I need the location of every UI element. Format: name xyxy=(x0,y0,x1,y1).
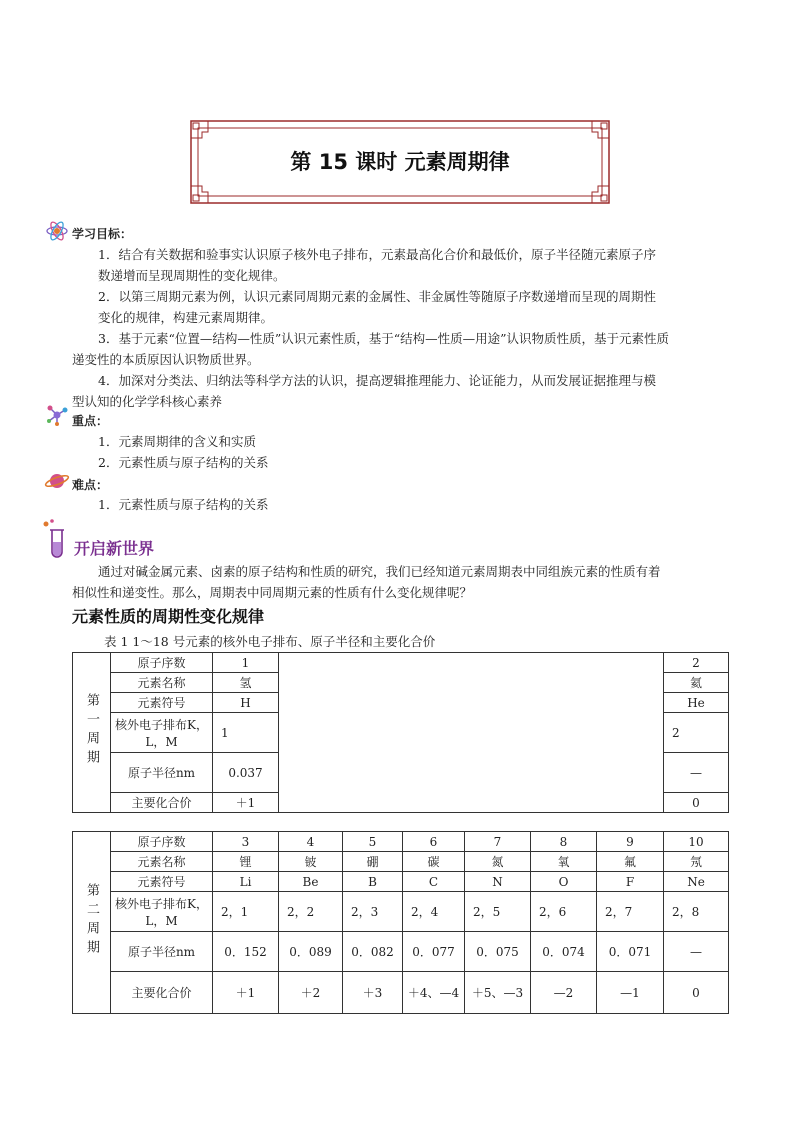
element-5-cell: 8 xyxy=(531,832,597,852)
element-5-cell: 2，6 xyxy=(531,892,597,932)
planet-icon xyxy=(44,470,70,492)
element-2-cell: ＋3 xyxy=(343,972,403,1014)
element-4-cell: 2，5 xyxy=(465,892,531,932)
p1-row-label: 原子序数 xyxy=(111,653,213,673)
element-6-cell: —1 xyxy=(597,972,664,1014)
he-cell: 氦 xyxy=(664,673,729,693)
element-1-cell: ＋2 xyxy=(279,972,343,1014)
p2-row-label: 原子半径nm xyxy=(111,932,213,972)
element-1-cell: 铍 xyxy=(279,852,343,872)
he-cell: — xyxy=(664,753,729,793)
page-title: 第 15 课时 元素周期律 xyxy=(290,150,510,174)
element-3-cell: 6 xyxy=(403,832,465,852)
element-0-cell: ＋1 xyxy=(213,972,279,1014)
element-7-cell: — xyxy=(664,932,729,972)
element-3-cell: C xyxy=(403,872,465,892)
new-world-line-2: 相似性和递变性。那么，周期表中同周期元素的性质有什么变化规律呢？ xyxy=(72,585,473,600)
element-4-cell: ＋5、—3 xyxy=(465,972,531,1014)
element-5-cell: —2 xyxy=(531,972,597,1014)
difficult-point-1: 1．元素性质与原子结构的关系 xyxy=(98,497,269,512)
element-2-cell: B xyxy=(343,872,403,892)
p1-row-label: 元素符号 xyxy=(111,693,213,713)
element-0-cell: 锂 xyxy=(213,852,279,872)
section-heading: 元素性质的周期性变化规律 xyxy=(72,607,265,626)
he-cell: 0 xyxy=(664,793,729,813)
element-7-cell: 10 xyxy=(664,832,729,852)
title-frame xyxy=(190,120,610,204)
element-4-cell: 7 xyxy=(465,832,531,852)
element-0-cell: 3 xyxy=(213,832,279,852)
period-1-label-cell xyxy=(73,653,111,813)
h-cell: 0.037 xyxy=(213,753,279,793)
p1-row-label: 原子半径nm xyxy=(111,753,213,793)
element-5-cell: 氧 xyxy=(531,852,597,872)
p1-row-label: 主要化合价 xyxy=(111,793,213,813)
h-cell: 1 xyxy=(213,653,279,673)
objective-2-line-2: 变化的规律，构建元素周期律。 xyxy=(98,310,274,325)
element-0-cell: Li xyxy=(213,872,279,892)
element-1-cell: 4 xyxy=(279,832,343,852)
p2-row-label: 元素符号 xyxy=(111,872,213,892)
period-2-table xyxy=(72,831,729,1014)
element-7-cell: Ne xyxy=(664,872,729,892)
h-cell: 1 xyxy=(213,713,279,753)
he-cell: 2 xyxy=(664,653,729,673)
key-points-label: 重点： xyxy=(72,414,109,428)
element-3-cell: 0．077 xyxy=(403,932,465,972)
element-2-cell: 5 xyxy=(343,832,403,852)
difficult-points-label: 难点： xyxy=(72,478,109,492)
element-0-cell: 2，1 xyxy=(213,892,279,932)
p2-row-label: 主要化合价 xyxy=(111,972,213,1014)
element-4-cell: 氮 xyxy=(465,852,531,872)
h-cell: H xyxy=(213,693,279,713)
period-2-label-cell xyxy=(73,832,111,1014)
objective-2-line-1: 2．以第三周期元素为例，认识元素同周期元素的金属性、非金属性等随原子序数递增而呈现的周期性 xyxy=(98,289,656,304)
element-7-cell: 0 xyxy=(664,972,729,1014)
element-6-cell: 2，7 xyxy=(597,892,664,932)
element-6-cell: 氟 xyxy=(597,852,664,872)
element-2-cell: 硼 xyxy=(343,852,403,872)
h-cell: 氢 xyxy=(213,673,279,693)
p2-row-label: 原子序数 xyxy=(111,832,213,852)
element-1-cell: 0．089 xyxy=(279,932,343,972)
p1-row-label: 元素名称 xyxy=(111,673,213,693)
key-point-1: 1．元素周期律的含义和实质 xyxy=(98,434,256,449)
he-cell: He xyxy=(664,693,729,713)
element-2-cell: 2，3 xyxy=(343,892,403,932)
p2-row xyxy=(73,892,729,932)
p2-row xyxy=(73,972,729,1014)
element-5-cell: O xyxy=(531,872,597,892)
p2-row xyxy=(73,872,729,892)
element-3-cell: 2，4 xyxy=(403,892,465,932)
period-1-label: 第一周期 xyxy=(84,693,99,769)
objective-4-line-2: 型认知的化学学科核心素养 xyxy=(72,394,223,409)
element-4-cell: N xyxy=(465,872,531,892)
element-1-cell: 2，2 xyxy=(279,892,343,932)
p2-row-label: 元素名称 xyxy=(111,852,213,872)
period-1-gap xyxy=(279,653,664,813)
element-5-cell: 0．074 xyxy=(531,932,597,972)
element-6-cell: F xyxy=(597,872,664,892)
new-world-heading: 开启新世界 xyxy=(74,539,155,558)
period-2-label: 第二周期 xyxy=(84,883,99,959)
key-point-2: 2．元素性质与原子结构的关系 xyxy=(98,455,269,470)
element-6-cell: 0．071 xyxy=(597,932,664,972)
p2-row-label: 核外电子排布K，L，M xyxy=(111,892,213,932)
element-3-cell: 碳 xyxy=(403,852,465,872)
h-cell: ＋1 xyxy=(213,793,279,813)
objective-3-line-2: 递变性的本质原因认识物质世界。 xyxy=(72,352,260,367)
test-tube-icon xyxy=(40,518,70,560)
element-6-cell: 9 xyxy=(597,832,664,852)
objective-1-line-1: 1．结合有关数据和验事实认识原子核外电子排布，元素最高化合价和最低价，原子半径随元素原子序 xyxy=(98,247,656,262)
molecule-icon xyxy=(46,404,68,426)
objectives-label: 学习目标： xyxy=(72,227,133,241)
element-3-cell: ＋4、—4 xyxy=(403,972,465,1014)
new-world-line-1: 通过对碱金属元素、卤素的原子结构和性质的研究，我们已经知道元素周期表中同组族元素的性质有着 xyxy=(98,564,661,579)
element-1-cell: Be xyxy=(279,872,343,892)
element-0-cell: 0．152 xyxy=(213,932,279,972)
p2-row xyxy=(73,832,729,852)
he-cell: 2 xyxy=(664,713,729,753)
objective-3-line-1: 3．基于元素“位置—结构—性质”认识元素性质，基于“结构—性质—用途”认识物质性质，基于元素性质 xyxy=(98,331,670,346)
objective-1-line-2: 数递增而呈现周期性的变化规律。 xyxy=(98,268,286,283)
p2-row xyxy=(73,932,729,972)
element-2-cell: 0．082 xyxy=(343,932,403,972)
element-7-cell: 2，8 xyxy=(664,892,729,932)
period-1-table xyxy=(72,652,729,813)
element-4-cell: 0．075 xyxy=(465,932,531,972)
table-caption: 表 1 1～18 号元素的核外电子排布、原子半径和主要化合价 xyxy=(104,634,436,649)
element-7-cell: 氖 xyxy=(664,852,729,872)
p1-row-label: 核外电子排布K，L，M xyxy=(111,713,213,753)
objective-4-line-1: 4．加深对分类法、归纳法等科学方法的认识，提高逻辑推理能力、论证能力，从而发展证据推理与模 xyxy=(98,373,656,388)
p2-row xyxy=(73,852,729,872)
atom-icon xyxy=(46,220,68,242)
